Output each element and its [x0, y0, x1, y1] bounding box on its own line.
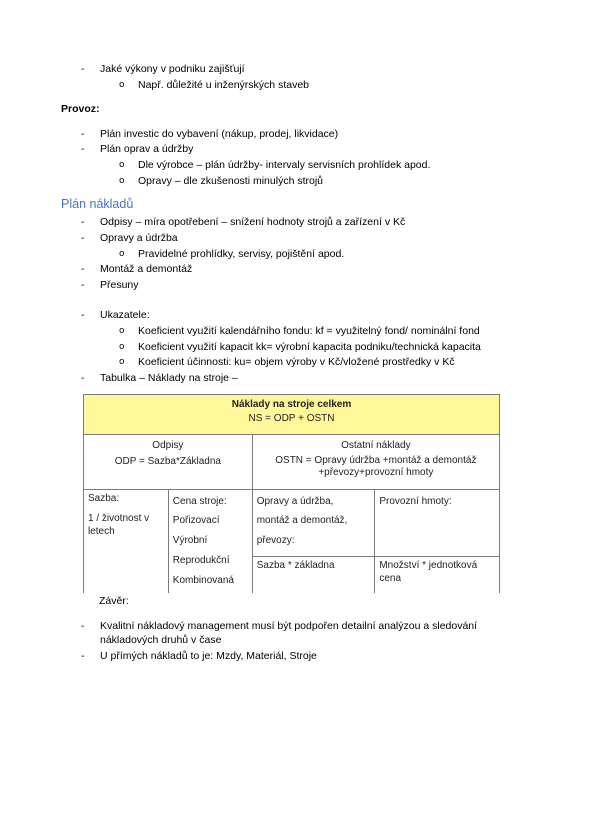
costs-table: [83, 394, 500, 593]
table-title: Náklady na stroje celkem: [231, 399, 352, 410]
list-item: Odpisy – míra opotřebení – snížení hodnoty strojů a zařízení v Kč: [100, 216, 406, 228]
dash-bullet: -: [81, 63, 85, 75]
sazba-label: Sazba:: [88, 493, 120, 504]
dash-bullet: -: [81, 279, 85, 291]
table-row: [84, 395, 500, 435]
cena-item: Výrobní: [172, 535, 208, 546]
cena-item: Pořizovací: [172, 515, 220, 526]
dash-bullet: -: [81, 128, 85, 140]
odpisy-header: Odpisy: [152, 440, 184, 451]
dash-bullet: -: [81, 143, 85, 155]
ostatni-cell: [252, 435, 499, 490]
odpisy-formula: ODP = Sazba*Základna: [114, 456, 221, 467]
list-item: Koeficient využití kalendářního fondu: kf = využitelný fond/ nominální fond: [138, 325, 480, 337]
list-item: Např. důležité u inženýrských staveb: [138, 79, 309, 91]
list-item: Koeficient účinnosti: ku= objem výroby v Kč/vložené prostředky v Kč: [138, 356, 455, 368]
provozni-cell: [375, 490, 500, 557]
provozni-label: Provozní hmoty:: [379, 496, 452, 507]
circle-bullet: o: [119, 326, 125, 336]
opravy-formula: Sazba * základna: [256, 560, 335, 572]
dash-bullet: -: [81, 650, 85, 662]
table-title-cell: [84, 395, 500, 435]
list-item: Kvalitní nákladový management musí být podpořen detailní analýzou a sledování: [100, 620, 478, 632]
list-item: U přímých nákladů to je: Mzdy, Materiál, Stroje: [100, 650, 317, 662]
dash-bullet: -: [81, 232, 85, 244]
section-heading-provoz: Provoz:: [61, 103, 100, 115]
opravy-line-2: montáž a demontáž,: [256, 515, 348, 526]
dash-bullet: -: [81, 620, 85, 632]
cena-item: Kombinovaná: [172, 575, 234, 586]
circle-bullet: o: [119, 249, 125, 259]
table-formula: NS = ODP + OSTN: [248, 413, 335, 424]
table-row: [84, 490, 500, 557]
provozni-formula-1: Množství * jednotková: [379, 560, 478, 572]
cena-item: Reprodukční: [172, 555, 230, 566]
list-item: Dle výrobce – plán údržby- intervaly servisních prohlídek apod.: [138, 159, 431, 171]
opravy-cell: [252, 490, 375, 557]
section-heading-plan: Plán nákladů: [61, 197, 134, 211]
list-item: Ukazatele:: [100, 309, 150, 321]
sazba-value-2: letech: [88, 526, 115, 537]
dash-bullet: -: [81, 263, 85, 275]
cena-label: Cena stroje:: [172, 496, 227, 507]
list-item: Opravy a údržba: [100, 232, 178, 244]
list-item: Plán investic do vybavení (nákup, prodej, likvidace): [100, 128, 339, 140]
section-heading-zaver: Závěr:: [99, 595, 129, 607]
list-item: Montáž a demontáž: [100, 263, 193, 275]
list-item: Pravidelné prohlídky, servisy, pojištění apod.: [138, 248, 345, 260]
circle-bullet: o: [119, 176, 125, 186]
sazba-cell: [84, 490, 169, 594]
ostatni-formula-2: +převozy+provozní hmoty: [318, 467, 434, 478]
provozni-formula-2: cena: [379, 573, 402, 585]
sazba-value-1: 1 / životnost v: [88, 513, 150, 524]
list-item: Jaké výkony v podniku zajišťují: [100, 63, 245, 75]
list-item: Koeficient využití kapacit kk= výrobní kapacita podniku/technická kapacita: [138, 341, 481, 353]
table-row: [84, 435, 500, 490]
circle-bullet: o: [119, 160, 125, 170]
ostatni-formula-1: OSTN = Opravy údržba +montáž a demontáž: [275, 455, 477, 466]
list-item: Přesuny: [100, 279, 139, 291]
circle-bullet: o: [119, 357, 125, 367]
opravy-line-1: Opravy a údržba,: [256, 496, 334, 507]
circle-bullet: o: [119, 80, 125, 90]
circle-bullet: o: [119, 342, 125, 352]
opravy-line-3: převozy:: [256, 535, 295, 546]
dash-bullet: -: [81, 216, 85, 228]
ostatni-header: Ostatní náklady: [341, 440, 411, 451]
odpisy-cell: [84, 435, 253, 490]
list-item: Opravy – dle zkušenosti minulých strojů: [138, 175, 323, 187]
dash-bullet: -: [81, 309, 85, 321]
cena-cell: [168, 490, 252, 594]
list-item: Plán oprav a údržby: [100, 143, 194, 155]
provozni-formula-cell: [375, 557, 500, 593]
dash-bullet: -: [81, 372, 85, 384]
list-item: Tabulka – Náklady na stroje –: [100, 372, 238, 384]
list-item-continuation: nákladových druhů v čase: [100, 634, 222, 646]
opravy-formula-cell: [252, 557, 375, 593]
